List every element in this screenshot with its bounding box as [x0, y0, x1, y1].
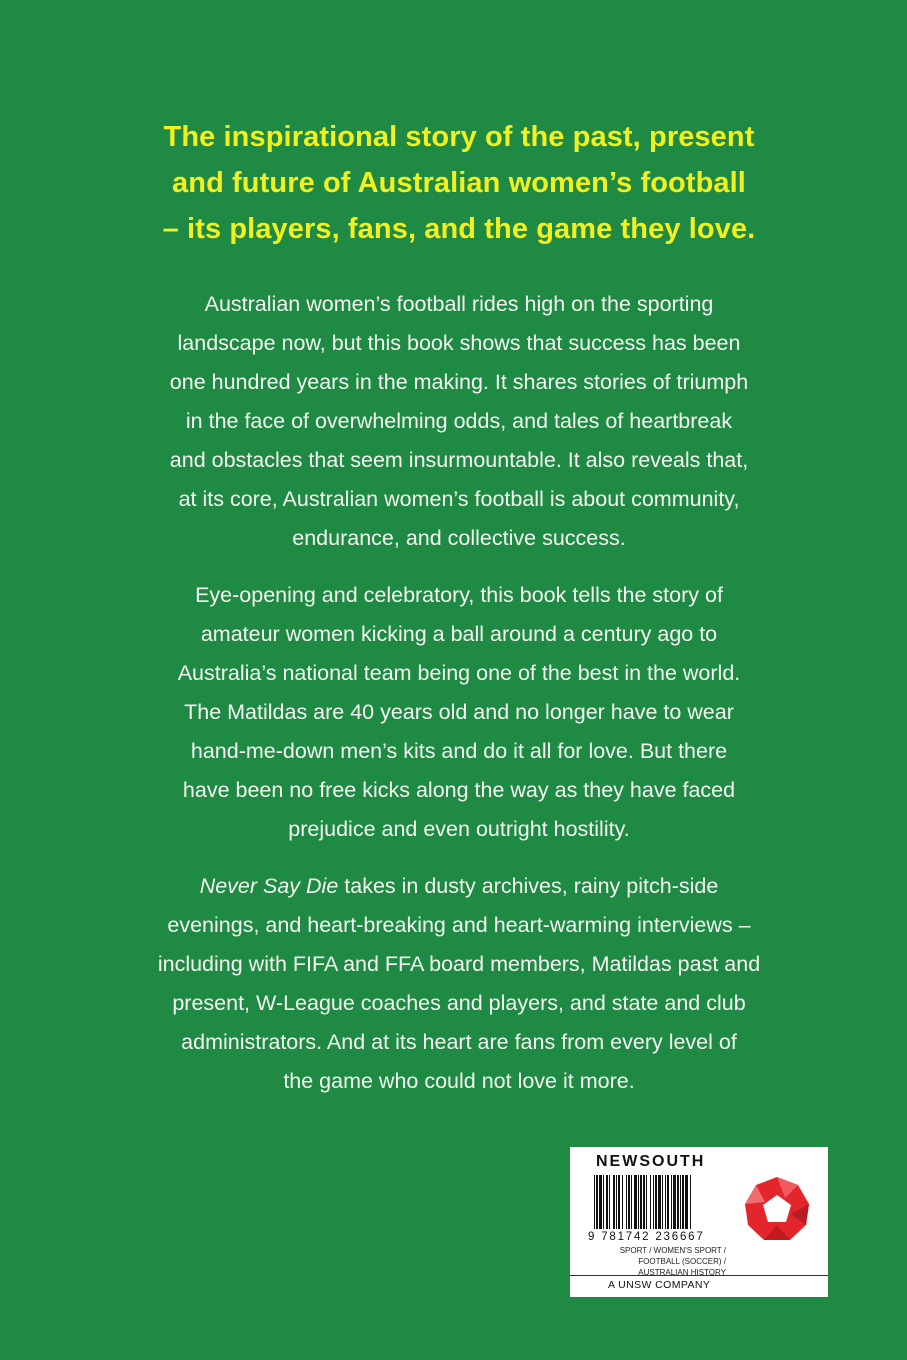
barcode-bar: [680, 1175, 681, 1229]
paragraph-line: The Matildas are 40 years old and no longer have to wear: [184, 700, 734, 724]
paragraph-line: in the face of overwhelming odds, and tales of heartbreak: [185, 409, 733, 433]
barcode-bar: [603, 1175, 604, 1229]
barcode-bar: [640, 1175, 642, 1229]
company-strip: [570, 1275, 828, 1298]
barcode-bar: [685, 1175, 688, 1229]
isbn-number: 9 781742 236667: [588, 1231, 705, 1243]
description-paragraph-3: [120, 867, 798, 1101]
tagline-line: The inspirational story of the past, present: [163, 121, 755, 153]
paragraph-line: landscape now, but this book shows that success has been: [177, 331, 741, 355]
paragraph-line: Australian women’s football rides high on the sporting: [204, 292, 714, 316]
barcode-bar: [677, 1175, 679, 1229]
paragraph-line: endurance, and collective success.: [292, 526, 626, 550]
category-line: FOOTBALL (SOCCER) /: [638, 1257, 726, 1266]
barcode-bar: [662, 1175, 663, 1229]
barcode-bar: [634, 1175, 637, 1229]
barcode-bar: [643, 1175, 645, 1229]
publisher-name: NEWSOUTH: [596, 1153, 706, 1170]
barcode-bar: [658, 1175, 661, 1229]
barcode-bar: [613, 1175, 615, 1229]
subject-categories: [588, 1245, 726, 1278]
category-line: SPORT / WOMEN'S SPORT /: [619, 1246, 726, 1255]
paragraph-line: prejudice and even outright hostility.: [288, 817, 630, 841]
tagline-line: and future of Australian women’s football: [172, 167, 746, 199]
barcode-bar: [626, 1175, 627, 1229]
barcode-bar: [682, 1175, 684, 1229]
barcode-bar: [618, 1175, 620, 1229]
barcode-bar: [628, 1175, 630, 1229]
barcode-bar: [667, 1175, 669, 1229]
category-line: AUSTRALIAN HISTORY: [638, 1268, 726, 1277]
barcode-bar: [646, 1175, 647, 1229]
paragraph-line: have been no free kicks along the way as they have faced: [182, 778, 736, 802]
paragraph-line: at its core, Australian women’s football is about community,: [178, 487, 740, 511]
barcode-bar: [594, 1175, 595, 1229]
paragraph-line: hand-me-down men’s kits and do it all for love. But there: [190, 739, 728, 763]
book-title: Never Say Die: [199, 874, 339, 898]
paragraph-line: the game who could not love it more.: [283, 1069, 635, 1093]
paragraph-line: including with FIFA and FFA board members, Matildas past and: [157, 952, 761, 976]
paragraph-line: amateur women kicking a ball around a century ago to: [200, 622, 718, 646]
barcode-bar: [655, 1175, 657, 1229]
paragraph-line: [120, 867, 798, 906]
barcode-bar: [622, 1175, 623, 1229]
barcode-bar: [631, 1175, 632, 1229]
barcode-bar: [665, 1175, 666, 1229]
description-paragraph-1: [120, 285, 798, 558]
barcode-bar: [653, 1175, 654, 1229]
paragraph-line-rest: takes in dusty archives, rainy pitch-side: [338, 874, 719, 898]
barcode-panel: [570, 1147, 828, 1297]
barcode-bar: [671, 1175, 672, 1229]
description-paragraph-2: [120, 576, 798, 849]
barcode-bar: [616, 1175, 617, 1229]
tagline-line: – its players, fans, and the game they love.: [162, 213, 756, 245]
paragraph-line: Australia’s national team being one of the best in the world.: [177, 661, 741, 685]
barcode-bar: [638, 1175, 639, 1229]
barcode-bar: [673, 1175, 676, 1229]
barcode-bar: [609, 1175, 610, 1229]
barcode-bar: [650, 1175, 651, 1229]
paragraph-line: one hundred years in the making. It shares stories of triumph: [169, 370, 749, 394]
paragraph-line: present, W-League coaches and players, and state and club: [172, 991, 746, 1015]
tagline: [120, 114, 798, 252]
paragraph-line: administrators. And at its heart are fans from every level of: [181, 1030, 737, 1054]
paragraph-line: Eye-opening and celebratory, this book tells the story of: [195, 583, 723, 607]
paragraph-line: and obstacles that seem insurmountable. It also reveals that,: [169, 448, 749, 472]
company-label: A UNSW COMPANY: [608, 1279, 711, 1291]
barcode-bar: [596, 1175, 598, 1229]
barcode-bars: [592, 1175, 742, 1229]
barcode-bar: [606, 1175, 608, 1229]
barcode-bar: [690, 1175, 691, 1229]
newsouth-red-polygon-logo-icon: [742, 1175, 812, 1245]
barcode-bar: [599, 1175, 602, 1229]
paragraph-line: evenings, and heart-breaking and heart-warming interviews –: [167, 913, 751, 937]
